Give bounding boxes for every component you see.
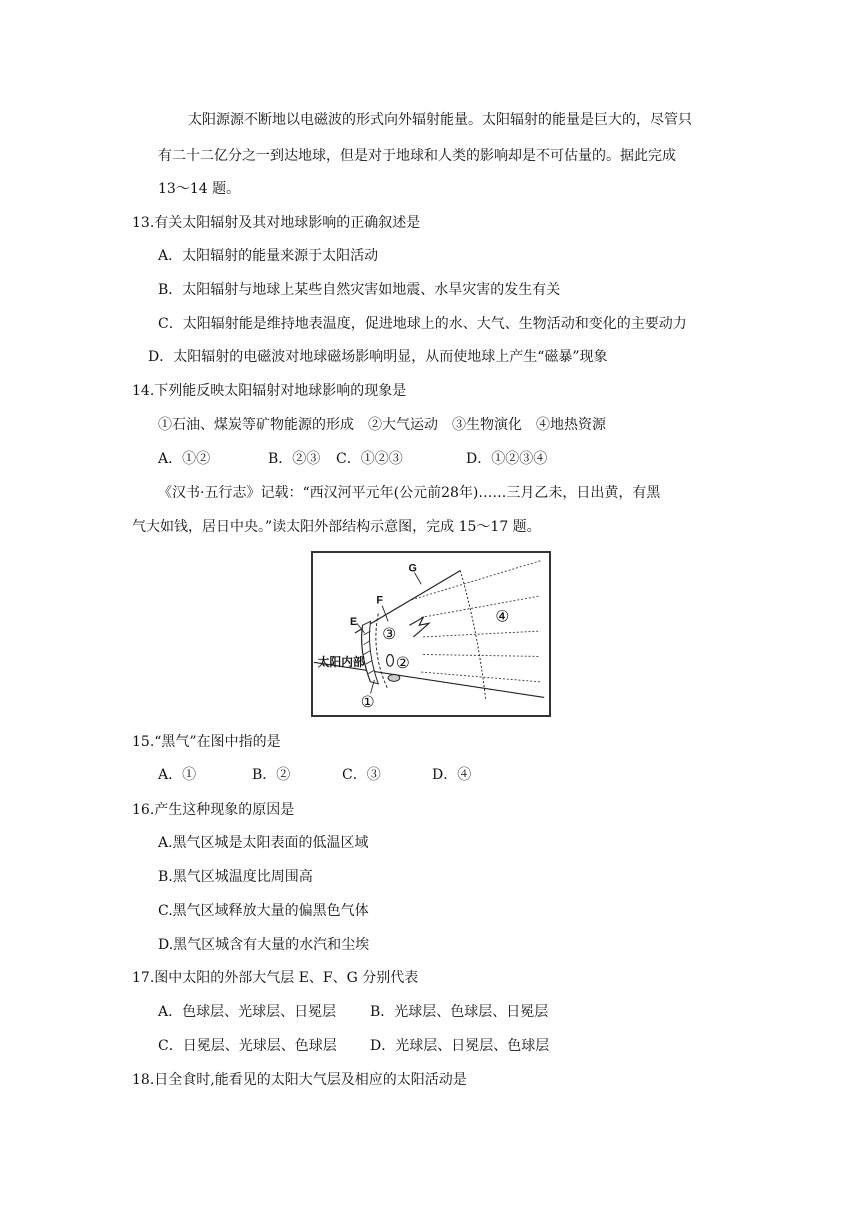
q16-option-d: D.黑气区城含有大量的水汽和尘埃: [158, 937, 370, 953]
marker-2: ②: [395, 654, 410, 673]
ray-3: [423, 631, 540, 637]
q14-items: ①石油、煤炭等矿物能源的形成 ②大气运动 ③生物演化 ④地热资源: [158, 417, 606, 433]
q15-option-c: C．③: [342, 767, 381, 783]
intro-line-3: 13～14 题。: [158, 181, 241, 197]
marker-3: ③: [382, 624, 397, 643]
q13-option-d: D．太阳辐射的电磁波对地球磁场影响明显，从而使地球上产生“磁暴”现象: [148, 349, 608, 365]
q16-stem: 16.产生这种现象的原因是: [132, 802, 295, 818]
q14-stem: 14.下列能反映太阳辐射对地球影响的现象是: [132, 383, 407, 399]
sunspot-1: [387, 654, 394, 666]
sun-structure-diagram: [313, 553, 549, 715]
q17-option-a: A．色球层、光球层、日冕层: [158, 1004, 337, 1020]
ray-4: [423, 654, 540, 656]
label-g: G: [408, 562, 417, 575]
prominence-shape: [410, 617, 430, 637]
marker-4: ④: [495, 607, 510, 626]
q17-options-row-2: [158, 1036, 549, 1056]
q14-option-d: D．①②③④: [466, 451, 548, 467]
q15-option-b: B．②: [252, 767, 291, 783]
q15-stem: 15.“黑气”在图中指的是: [132, 734, 281, 750]
q16-option-b: B.黑气区城温度比周围高: [158, 869, 313, 885]
q17-options-row-1: [158, 1002, 548, 1022]
ray-1: [408, 561, 540, 600]
ray-5: [421, 672, 540, 682]
q15-option-a: A．①: [158, 767, 197, 783]
intro-line-2: 有二十二亿分之一到达地球，但是对于地球和人类的影响却是不可估量的。据此完成: [158, 148, 676, 164]
q13-stem: 13.有关太阳辐射及其对地球影响的正确叙述是: [132, 215, 421, 231]
q16-option-c: C.黑气区域释放大量的偏黑色气体: [158, 903, 369, 919]
q15-option-d: D．④: [432, 767, 472, 783]
q15-options: [158, 765, 471, 785]
q16-option-a: A.黑气区城是太阳表面的低温区域: [158, 835, 369, 851]
q18-stem: 18.日全食时,能看见的太阳大气层及相应的太阳活动是: [132, 1072, 467, 1088]
marker-1: ①: [360, 693, 375, 712]
label-f: F: [376, 594, 383, 607]
q14-option-c: C．①②③: [336, 451, 403, 467]
q17-option-b: B．光球层、色球层、日冕层: [370, 1004, 549, 1020]
q17-stem: 17.图中太阳的外部大气层 E、F、G 分别代表: [132, 970, 419, 986]
intro2-line-2: 气大如钱，居日中央。”读太阳外部结构示意图，完成 15～17 题。: [132, 519, 541, 535]
q14-option-b: B．②③: [268, 451, 321, 467]
label-e: E: [350, 616, 358, 629]
label-sun-interior: 太阳内部: [317, 655, 365, 670]
intro-line-1: 太阳源源不断地以电磁波的形式向外辐射能量。太阳辐射的能量是巨大的，尽管只: [188, 112, 692, 128]
sunspot-2: [388, 675, 400, 682]
ray-2: [421, 596, 540, 617]
q17-option-d: D．光球层、日冕层、色球层: [370, 1038, 550, 1054]
q13-option-c: C．太阳辐射能是维持地表温度，促进地球上的水、大气、生物活动和变化的主要动力: [158, 316, 687, 332]
q14-options: [158, 449, 547, 469]
q17-option-c: C．日冕层、光球层、色球层: [158, 1038, 337, 1054]
q14-option-a: A．①②: [158, 451, 211, 467]
intro2-line-1: 《汉书·五行志》记载：“西汉河平元年(公元前28年)……三月乙未，日出黄，有黑: [158, 485, 661, 501]
q13-option-b: B．太阳辐射与地球上某些自然灾害如地震、水旱灾害的发生有关: [158, 282, 561, 298]
q13-option-a: A．太阳辐射的能量来源于太阳活动: [158, 248, 379, 264]
sun-structure-figure: [311, 551, 551, 717]
